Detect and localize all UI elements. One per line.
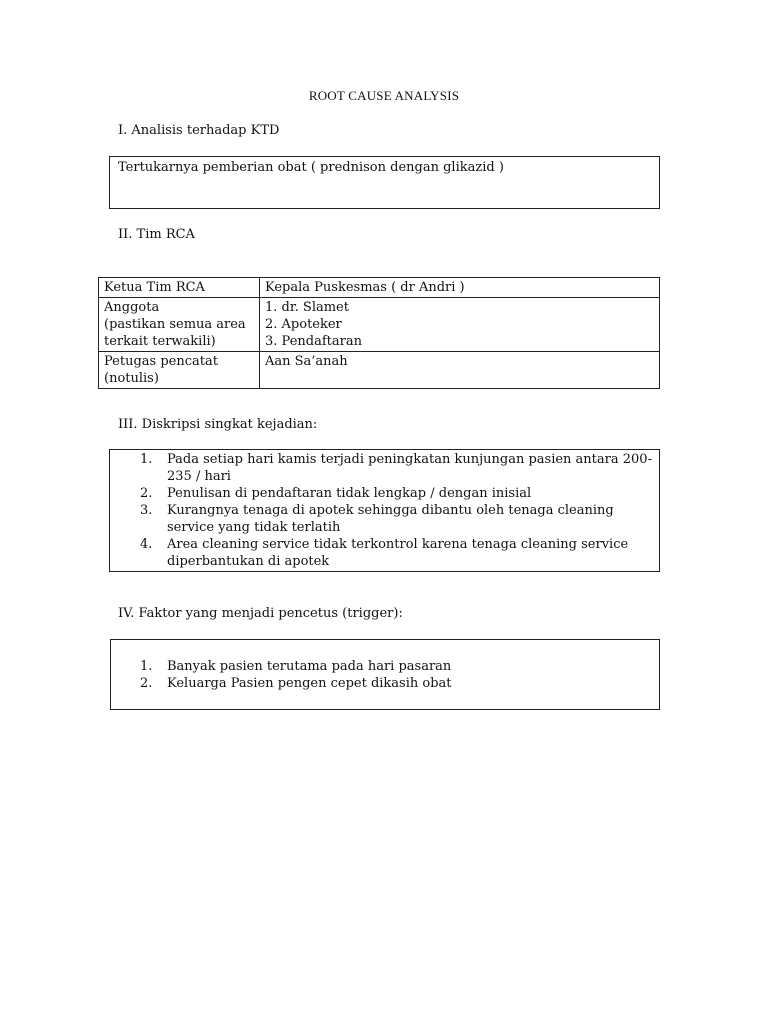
list-number: 1. bbox=[140, 659, 153, 674]
list-number: 2. bbox=[140, 486, 153, 501]
cell-line: 3. Pendaftaran bbox=[265, 334, 362, 349]
cell-line: 1. dr. Slamet bbox=[265, 300, 349, 315]
cell-line: Anggota bbox=[104, 300, 160, 315]
ktd-text: Tertukarnya pemberian obat ( prednison dengan glikazid ) bbox=[118, 160, 504, 175]
list-line: Area cleaning service tidak terkontrol karena tenaga cleaning service bbox=[167, 537, 629, 552]
row-label-notulis bbox=[99, 352, 260, 389]
list-number: 2. bbox=[140, 676, 153, 691]
table-row bbox=[99, 352, 660, 389]
table-row bbox=[99, 278, 660, 298]
ktd-box bbox=[109, 156, 660, 209]
list-line: diperbantukan di apotek bbox=[167, 554, 330, 569]
cell-line: Ketua Tim RCA bbox=[104, 280, 205, 295]
list-line: Penulisan di pendaftaran tidak lengkap / dengan inisial bbox=[167, 486, 532, 501]
trigger-box bbox=[110, 639, 660, 710]
cell-line: 2. Apoteker bbox=[265, 317, 342, 332]
deskripsi-list bbox=[140, 451, 652, 570]
list-line: Keluarga Pasien pengen cepet dikasih obat bbox=[167, 676, 452, 691]
row-label-anggota bbox=[99, 298, 260, 352]
list-item bbox=[140, 675, 652, 692]
table-row bbox=[99, 298, 660, 352]
section-2-heading: II. Tim RCA bbox=[118, 227, 195, 242]
row-value-notulis bbox=[260, 352, 660, 389]
document-title: ROOT CAUSE ANALYSIS bbox=[308, 88, 460, 103]
cell-line: terkait terwakili) bbox=[104, 334, 216, 349]
list-line: Banyak pasien terutama pada hari pasaran bbox=[167, 659, 452, 674]
list-item bbox=[140, 502, 652, 536]
cell-line: Kepala Puskesmas ( dr Andri ) bbox=[265, 280, 465, 295]
section-3-heading: III. Diskripsi singkat kejadian: bbox=[118, 417, 318, 432]
row-value-anggota bbox=[260, 298, 660, 352]
cell-line: (notulis) bbox=[104, 371, 159, 386]
section-1-heading: I. Analisis terhadap KTD bbox=[118, 123, 280, 138]
list-line: Kurangnya tenaga di apotek sehingga dibantu oleh tenaga cleaning bbox=[167, 503, 614, 518]
trigger-list bbox=[140, 658, 652, 692]
cell-line: Aan Sa’anah bbox=[265, 354, 348, 369]
list-number: 4. bbox=[140, 537, 153, 552]
list-item bbox=[140, 536, 652, 570]
row-label-ketua bbox=[99, 278, 260, 298]
row-value-ketua bbox=[260, 278, 660, 298]
list-item bbox=[140, 658, 652, 675]
list-line: 235 / hari bbox=[167, 469, 231, 484]
list-line: Pada setiap hari kamis terjadi peningkatan kunjungan pasien antara 200- bbox=[167, 452, 652, 467]
list-number: 1. bbox=[140, 452, 153, 467]
list-item bbox=[140, 451, 652, 485]
cell-line: Petugas pencatat bbox=[104, 354, 218, 369]
cell-line: (pastikan semua area bbox=[104, 317, 246, 332]
list-item bbox=[140, 485, 652, 502]
section-4-heading: IV. Faktor yang menjadi pencetus (trigger): bbox=[118, 606, 403, 621]
list-number: 3. bbox=[140, 503, 153, 518]
deskripsi-box bbox=[109, 449, 660, 572]
list-line: service yang tidak terlatih bbox=[167, 520, 341, 535]
tim-rca-table bbox=[98, 277, 660, 389]
